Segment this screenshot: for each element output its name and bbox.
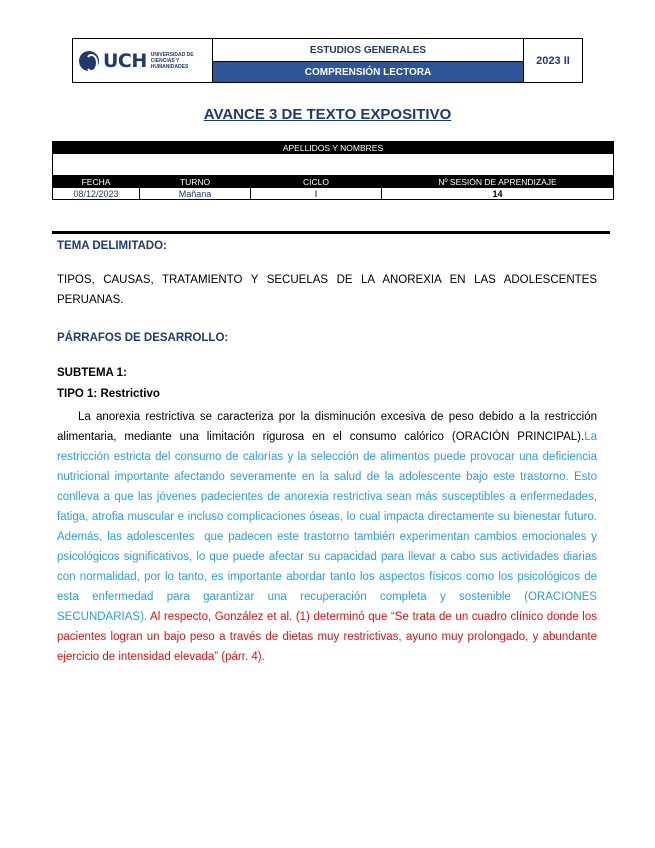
- uch-logo-icon: [79, 51, 99, 71]
- val-fecha: 08/12/2023: [53, 188, 140, 200]
- header-year: 2023 II: [536, 54, 570, 67]
- logo-subtitle: UNIVERSIDAD DE CIENCIAS Y HUMANIDADES: [150, 51, 194, 70]
- university-logo: [73, 39, 213, 82]
- citation: Al respecto, González et al. (1) determinó que “Se trata de un cuadro clínico donde los pacientes logran un bajo peso a través de dietas muy restrictivas, ayuno muy prolongado, y abundante ejercicio de intensidad elevada” (párr. 4).: [57, 611, 601, 663]
- tipo-heading: TIPO 1: Restrictivo: [57, 388, 160, 400]
- val-ciclo: I: [251, 188, 382, 200]
- col-sesion: Nº SESIÓN DE APRENDIZAJE: [382, 176, 614, 188]
- val-sesion: 14: [382, 188, 614, 200]
- parrafos-heading: PÁRRAFOS DE DESARROLLO:: [57, 332, 229, 344]
- tema-heading: TEMA DELIMITADO:: [57, 240, 167, 252]
- val-turno: Mañana: [140, 188, 251, 200]
- section-divider: [52, 231, 610, 234]
- student-info-table: [52, 141, 614, 200]
- development-paragraph: [57, 407, 601, 667]
- main-sentence: La anorexia restrictiva se caracteriza por la disminución excesiva de peso debido a la restricción alimentaria, mediante una limitación rigurosa en el consumo calórico (ORACIÓN PRINCIPAL).: [57, 411, 601, 443]
- logo-text: UCH: [103, 49, 147, 72]
- tema-text: TIPOS, CAUSAS, TRATAMIENTO Y SECUELAS DE LA ANOREXIA EN LAS ADOLESCENTES PERUANAS.: [57, 274, 597, 306]
- col-fecha: FECHA: [53, 176, 140, 188]
- header-bottom-label: COMPRENSIÓN LECTORA: [213, 62, 523, 82]
- col-turno: TURNO: [140, 176, 251, 188]
- col-ciclo: CICLO: [251, 176, 382, 188]
- page-title: AVANCE 3 DE TEXTO EXPOSITIVO: [203, 106, 452, 123]
- header-top-label: ESTUDIOS GENERALES: [213, 39, 523, 62]
- names-value: [53, 154, 614, 176]
- subtema-heading: SUBTEMA 1:: [57, 367, 127, 379]
- header-course-block: [213, 39, 524, 82]
- names-header: APELLIDOS Y NOMBRES: [53, 142, 614, 154]
- secondary-sentences: La restricción estricta del consumo de calorías y la selección de alimentos puede provocar una deficiencia nutricional importante afectando severamente en la salud de la adolescente bajo este trastorno. Esto conlleva a que las jóvenes padecientes de anorexia restrictiva sean más susceptibles a enfermedades, fatiga, atrofia muscular e incluso complicaciones óseas, lo cual impacta directamente su bienestar futuro. Además, las adolescentes que padecen este trastorno también experimentan cambios emocionales y psicológicos significativos, lo que puede afectar su capacidad para llevar a cabo sus actividades diarias con normalidad, por lo tanto, es importante abordar tanto los aspectos físicos como los psicológicos de esta enfermedad para garantizar una recuperación completa y sostenible (ORACIONES SECUNDARIAS).: [57, 431, 601, 623]
- document-header: [72, 38, 583, 83]
